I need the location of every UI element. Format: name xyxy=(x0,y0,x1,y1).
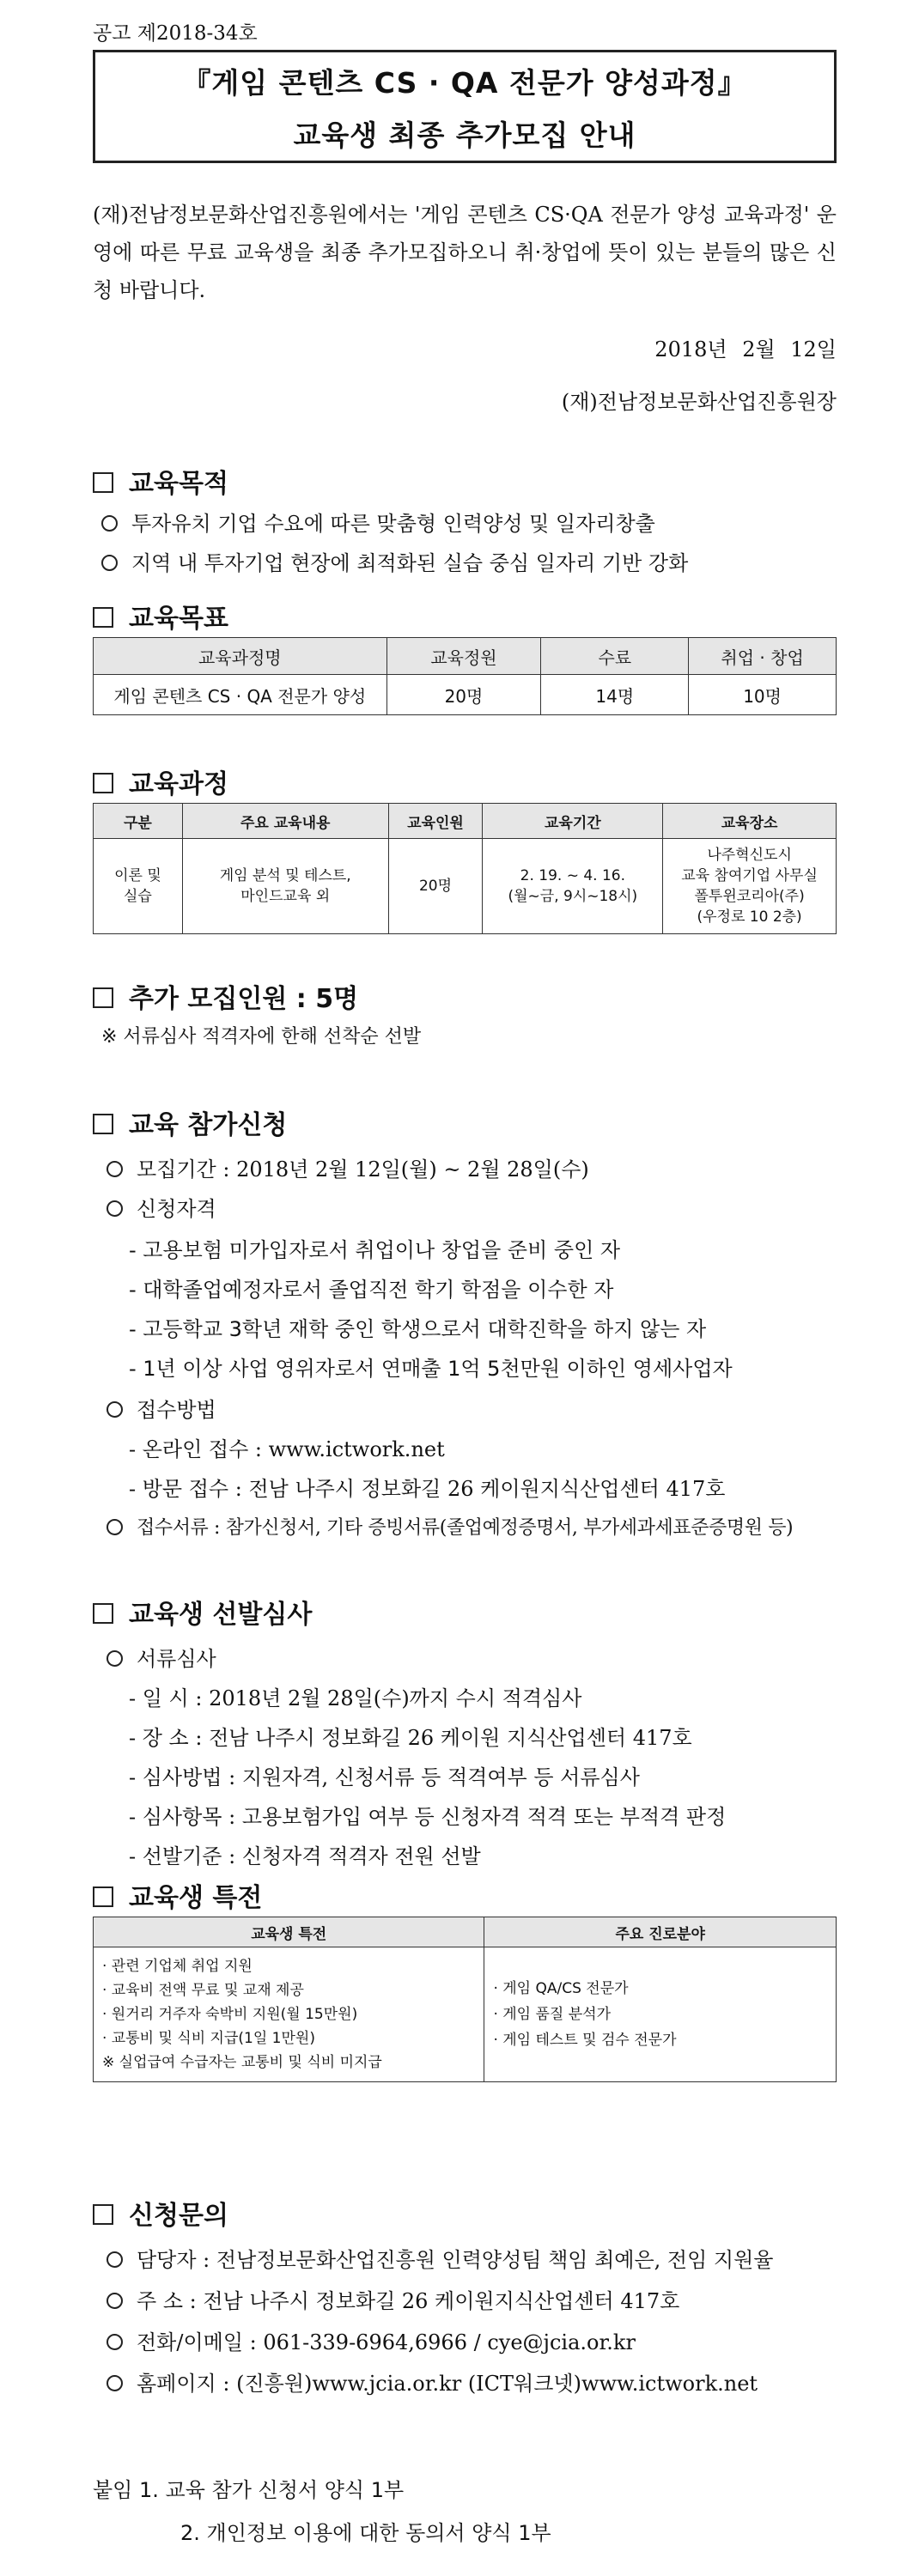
method-item: - 온라인 접수 : www.ictwork.net xyxy=(129,1437,445,1461)
signer: (재)전남정보문화산업진흥원장 xyxy=(561,390,837,414)
selection-label: 서류심사 xyxy=(107,1642,216,1672)
table-cell: 2. 19. ~ 4. 16. (월~금, 9시~18시) xyxy=(483,839,663,934)
table-header-row xyxy=(94,1917,837,1947)
inquiry-item: 홈페이지 : (진흥원)www.jcia.or.kr (ICT워크넷)www.ictwork.net xyxy=(107,2366,758,2397)
list-item: · 관련 기업체 취업 지원 xyxy=(102,1958,253,1975)
career-list xyxy=(484,1947,837,2082)
table-row xyxy=(94,675,837,715)
intro-paragraph: (재)전남정보문화산업진흥원에서는 '게임 콘텐츠 CS·QA 전문가 양성 교육과정' 운영에 따른 무료 교육생을 최종 추가모집하오니 취·창업에 뜻이 있는 분들의 많은 신청 바랍니다. xyxy=(93,203,837,302)
method-label: 접수방법 xyxy=(107,1393,216,1423)
circle-bullet-icon xyxy=(107,1401,123,1418)
header-cell: 취업 · 창업 xyxy=(689,638,837,675)
apply-documents: 접수서류 : 참가신청서, 기타 증빙서류(졸업예정증명서, 부가세과세표준증명원 등) xyxy=(107,1513,793,1540)
course-table xyxy=(93,803,837,934)
header-cell: 주요 교육내용 xyxy=(182,804,388,839)
section-goal-heading: 교육목표 xyxy=(93,597,228,635)
circle-bullet-icon xyxy=(107,2293,123,2309)
qualification-label: 신청자격 xyxy=(107,1192,216,1222)
benefits-list xyxy=(94,1947,484,2082)
method-item: - 방문 접수 : 전남 나주시 정보화길 26 케이원지식산업센터 417호 xyxy=(129,1477,726,1501)
list-item: ※ 실업급여 수급자는 교통비 및 식비 미지급 xyxy=(102,2054,382,2071)
table-header-row xyxy=(94,804,837,839)
circle-bullet-icon xyxy=(107,1161,123,1177)
section-additional-heading: 추가 모집인원 : 5명 xyxy=(93,977,358,1015)
list-item: · 게임 테스트 및 검수 전문가 xyxy=(493,2032,677,2049)
section-course-heading: 교육과정 xyxy=(93,762,228,800)
circle-bullet-icon xyxy=(107,2334,123,2350)
header-cell: 교육생 특전 xyxy=(94,1917,484,1947)
inquiry-item: 담당자 : 전남정보문화산업진흥원 인력양성팀 책임 최예은, 전임 지원율 xyxy=(107,2243,773,2273)
attachment-1: 붙임 1. 교육 참가 신청서 양식 1부 xyxy=(93,2478,405,2502)
square-icon xyxy=(93,472,113,493)
apply-period: 모집기간 : 2018년 2월 12일(월) ~ 2월 28일(수) xyxy=(107,1152,589,1182)
purpose-item: 투자유치 기업 수요에 따른 맞춤형 인력양성 및 일자리창출 xyxy=(101,507,655,537)
section-benefits-heading: 교육생 특전 xyxy=(93,1876,262,1914)
square-icon xyxy=(93,987,113,1008)
qualification-item: - 대학졸업예정자로서 졸업직전 학기 학점을 이수한 자 xyxy=(129,1278,614,1302)
selection-item: - 심사방법 : 지원자격, 신청서류 등 적격여부 등 서류심사 xyxy=(129,1765,640,1789)
circle-bullet-icon xyxy=(107,2375,123,2391)
square-icon xyxy=(93,1886,113,1907)
table-cell: 14명 xyxy=(541,675,689,715)
attachment-2: 2. 개인정보 이용에 대한 동의서 양식 1부 xyxy=(180,2521,551,2545)
square-icon xyxy=(93,1114,113,1134)
header-cell: 교육과정명 xyxy=(94,638,387,675)
header-cell: 교육장소 xyxy=(663,804,837,839)
qualification-item: - 1년 이상 사업 영위자로서 연매출 1억 5천만원 이하인 영세사업자 xyxy=(129,1357,733,1381)
title-box xyxy=(93,50,837,163)
benefits-table xyxy=(93,1917,837,2082)
circle-bullet-icon xyxy=(101,515,118,532)
circle-bullet-icon xyxy=(101,555,118,571)
selection-item: - 일 시 : 2018년 2월 28일(수)까지 수시 적격심사 xyxy=(129,1686,582,1710)
list-item: · 교육비 전액 무료 및 교재 제공 xyxy=(102,1982,304,1999)
square-icon xyxy=(93,773,113,793)
section-purpose-heading: 교육목적 xyxy=(93,462,228,500)
table-cell: 나주혁신도시 교육 참여기업 사무실 폴투윈코리아(주) (우정로 10 2층) xyxy=(663,839,837,934)
header-cell: 교육정원 xyxy=(386,638,541,675)
section-selection-heading: 교육생 선발심사 xyxy=(93,1593,312,1631)
title-line-1: 『게임 콘텐츠 CS · QA 전문가 양성과정』 xyxy=(182,66,747,100)
selection-item: - 장 소 : 전남 나주시 정보화길 26 케이원 지식산업센터 417호 xyxy=(129,1726,692,1750)
additional-note: ※ 서류심사 적격자에 한해 선착순 선발 xyxy=(101,1026,422,1048)
header-cell: 교육기간 xyxy=(483,804,663,839)
purpose-item: 지역 내 투자기업 현장에 최적화된 실습 중심 일자리 기반 강화 xyxy=(101,546,688,576)
square-icon xyxy=(93,2204,113,2225)
selection-item: - 심사항목 : 고용보험가입 여부 등 신청자격 적격 또는 부적격 판정 xyxy=(129,1805,727,1829)
inquiry-item: 주 소 : 전남 나주시 정보화길 26 케이원지식산업센터 417호 xyxy=(107,2284,679,2314)
selection-item: - 선발기준 : 신청자격 적격자 전원 선발 xyxy=(129,1844,481,1868)
table-cell: 10명 xyxy=(689,675,837,715)
notice-number: 공고 제2018-34호 xyxy=(93,22,258,45)
qualification-item: - 고등학교 3학년 재학 중인 학생으로서 대학진학을 하지 않는 자 xyxy=(129,1317,707,1341)
list-item: · 원거리 거주자 숙박비 지원(월 15만원) xyxy=(102,2006,358,2023)
list-item: · 게임 품질 분석가 xyxy=(493,2006,612,2023)
list-item: · 교통비 및 식비 지급(1일 1만원) xyxy=(102,2030,315,2047)
header-cell: 구분 xyxy=(94,804,183,839)
header-cell: 수료 xyxy=(541,638,689,675)
header-cell: 주요 진로분야 xyxy=(484,1917,837,1947)
table-cell: 20명 xyxy=(386,675,541,715)
circle-bullet-icon xyxy=(107,2251,123,2268)
section-inquiry-heading: 신청문의 xyxy=(93,2194,228,2232)
qualification-item: - 고용보험 미가입자로서 취업이나 창업을 준비 중인 자 xyxy=(129,1238,621,1262)
table-cell: 게임 콘텐츠 CS · QA 전문가 양성 xyxy=(94,675,387,715)
table-cell: 20명 xyxy=(388,839,483,934)
circle-bullet-icon xyxy=(107,1650,123,1667)
list-item: · 게임 QA/CS 전문가 xyxy=(493,1980,629,1997)
inquiry-item: 전화/이메일 : 061-339-6964,6966 / cye@jcia.or.kr xyxy=(107,2325,636,2355)
table-row xyxy=(94,1947,837,2082)
square-icon xyxy=(93,1603,113,1624)
circle-bullet-icon xyxy=(107,1200,123,1217)
table-header-row xyxy=(94,638,837,675)
square-icon xyxy=(93,607,113,628)
table-cell: 게임 분석 및 테스트, 마인드교육 외 xyxy=(182,839,388,934)
table-row xyxy=(94,839,837,934)
section-apply-heading: 교육 참가신청 xyxy=(93,1103,287,1141)
circle-bullet-icon xyxy=(107,1519,123,1535)
table-cell: 이론 및 실습 xyxy=(94,839,183,934)
notice-date: 2018년 2월 12일 xyxy=(654,337,837,361)
header-cell: 교육인원 xyxy=(388,804,483,839)
goal-table xyxy=(93,637,837,715)
title-line-2: 교육생 최종 추가모집 안내 xyxy=(293,118,636,152)
